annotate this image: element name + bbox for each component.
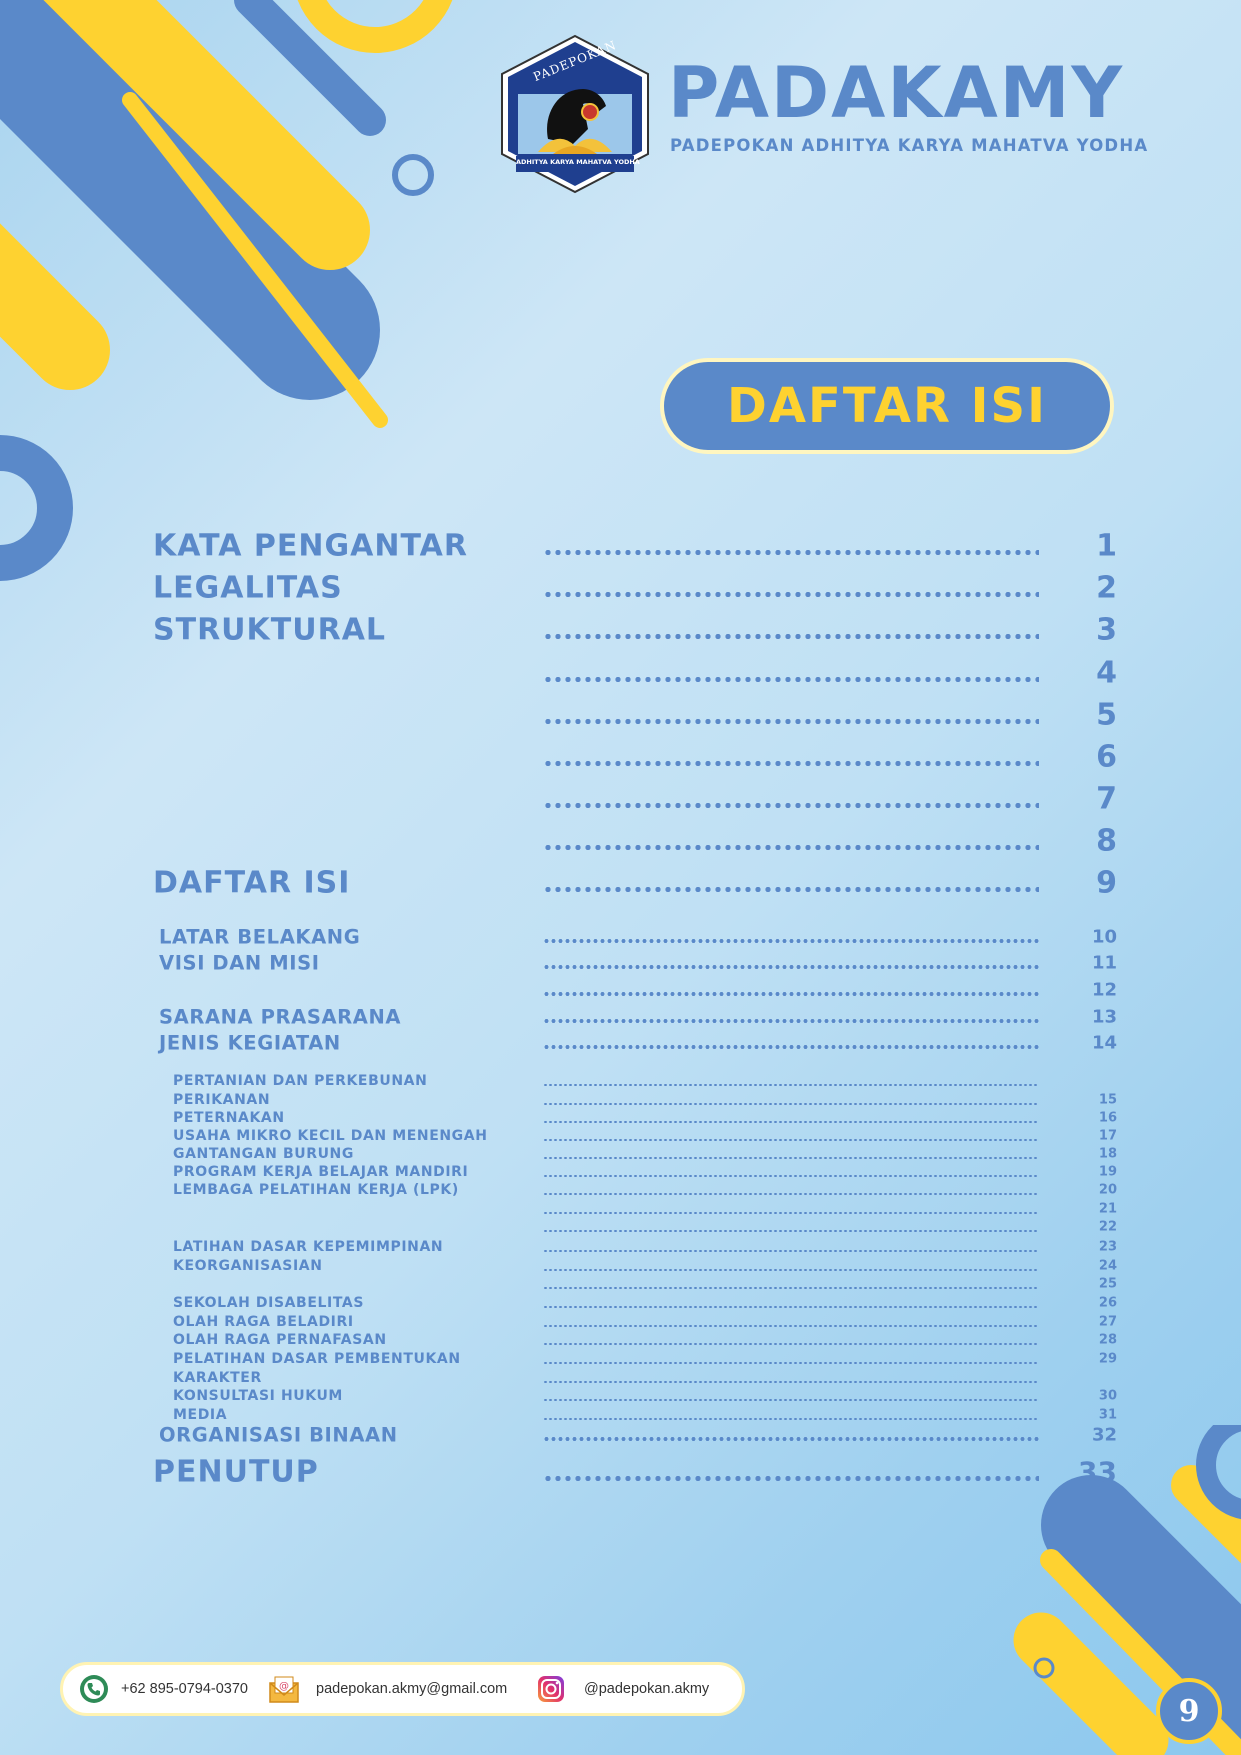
decorative-stripes-top-left bbox=[0, 0, 470, 600]
toc-entry-label: USAHA MIKRO KECIL DAN MENENGAH bbox=[173, 1128, 488, 1144]
brand-subtitle: PADEPOKAN ADHITYA KARYA MAHATVA YODHA bbox=[670, 136, 1149, 155]
toc-dot-leader bbox=[543, 592, 1039, 597]
toc-entry-label: JENIS KEGIATAN bbox=[159, 1031, 341, 1055]
email-address: padepokan.akmy@gmail.com bbox=[316, 1681, 508, 1697]
toc-dot-leader bbox=[543, 803, 1039, 808]
toc-dot-leader bbox=[543, 1103, 1039, 1106]
phone-icon bbox=[79, 1674, 109, 1704]
envelope-icon bbox=[268, 1674, 300, 1704]
toc-entry-page: 4 bbox=[1096, 655, 1117, 691]
toc-dot-leader bbox=[543, 965, 1039, 969]
toc-entry-page: 14 bbox=[1091, 1032, 1117, 1054]
toc-entry-page: 16 bbox=[1098, 1110, 1117, 1126]
svg-text:@: @ bbox=[279, 1681, 289, 1692]
page-title: DAFTAR ISI bbox=[727, 378, 1047, 434]
toc-entry-page: 28 bbox=[1098, 1332, 1117, 1348]
toc-dot-leader bbox=[543, 677, 1039, 682]
toc-dot-leader bbox=[543, 1325, 1039, 1328]
toc-entry-label: PETERNAKAN bbox=[173, 1110, 285, 1126]
toc-entry-page: 10 bbox=[1091, 926, 1117, 948]
toc-entry-label: PERIKANAN bbox=[173, 1092, 271, 1108]
toc-entry-page: 6 bbox=[1096, 739, 1117, 775]
toc-dot-leader bbox=[543, 1230, 1039, 1233]
toc-entry-label: LEMBAGA PELATIHAN KERJA (LPK) bbox=[173, 1182, 459, 1198]
toc-entry-page: 2 bbox=[1096, 570, 1117, 606]
toc-entry-page: 18 bbox=[1098, 1146, 1117, 1162]
toc-entry-label: PELATIHAN DASAR PEMBENTUKAN bbox=[173, 1351, 461, 1367]
toc-entry-label: PENUTUP bbox=[153, 1454, 319, 1490]
page-title-pill bbox=[660, 358, 1114, 454]
toc-dot-leader bbox=[543, 1362, 1039, 1365]
page-number-badge: 9 bbox=[1156, 1678, 1222, 1744]
toc-entry-page: 22 bbox=[1098, 1219, 1117, 1235]
toc-entry-page: 23 bbox=[1098, 1239, 1117, 1255]
toc-entry-label: SEKOLAH DISABELITAS bbox=[173, 1295, 365, 1311]
contact-instagram[interactable] bbox=[536, 1665, 709, 1713]
toc-entry-page: 7 bbox=[1096, 781, 1117, 817]
toc-dot-leader bbox=[543, 761, 1039, 766]
toc-dot-leader bbox=[543, 1269, 1039, 1272]
toc-entry-page: 31 bbox=[1098, 1407, 1117, 1423]
toc-dot-leader bbox=[543, 1418, 1039, 1421]
toc-dot-leader bbox=[543, 1250, 1039, 1253]
contact-phone[interactable] bbox=[79, 1665, 248, 1713]
phone-number: +62 895-0794-0370 bbox=[121, 1681, 248, 1697]
toc-entry-page: 24 bbox=[1098, 1258, 1117, 1274]
instagram-handle: @padepokan.akmy bbox=[584, 1681, 710, 1697]
toc-dot-leader bbox=[543, 1121, 1039, 1124]
toc-entry-page: 11 bbox=[1091, 952, 1117, 974]
toc-dot-leader bbox=[543, 1287, 1039, 1290]
logo-top-text: PADEPOKAN bbox=[531, 37, 619, 85]
toc-entry-page: 19 bbox=[1098, 1164, 1117, 1180]
toc-dot-leader bbox=[543, 1193, 1039, 1196]
padepokan-logo bbox=[498, 34, 652, 194]
toc-entry-page: 26 bbox=[1098, 1295, 1117, 1311]
toc-dot-leader bbox=[543, 550, 1039, 555]
toc-entry-label: PERTANIAN DAN PERKEBUNAN bbox=[173, 1073, 428, 1089]
toc-entry-label: KARAKTER bbox=[173, 1370, 262, 1386]
toc-entry-label: GANTANGAN BURUNG bbox=[173, 1146, 354, 1162]
toc-entry-page: 32 bbox=[1091, 1424, 1117, 1446]
toc-entry-page: 21 bbox=[1098, 1201, 1117, 1217]
toc-dot-leader bbox=[543, 1045, 1039, 1049]
toc-dot-leader bbox=[543, 1212, 1039, 1215]
toc-dot-leader bbox=[543, 1175, 1039, 1178]
toc-entry-label: SARANA PRASARANA bbox=[159, 1005, 402, 1029]
toc-entry-page: 15 bbox=[1098, 1092, 1117, 1108]
toc-dot-leader bbox=[543, 845, 1039, 850]
toc-entry-page: 17 bbox=[1098, 1128, 1117, 1144]
toc-dot-leader bbox=[543, 719, 1039, 724]
toc-entry-label: OLAH RAGA BELADIRI bbox=[173, 1314, 354, 1330]
toc-entry-page: 8 bbox=[1096, 823, 1117, 859]
instagram-icon bbox=[536, 1674, 566, 1704]
toc-entry-page: 12 bbox=[1091, 979, 1117, 1001]
toc-entry-label: STRUKTURAL bbox=[153, 612, 387, 648]
toc-entry-label: MEDIA bbox=[173, 1407, 228, 1423]
toc-entry-page: 13 bbox=[1091, 1006, 1117, 1028]
toc-entry-label: VISI DAN MISI bbox=[159, 951, 320, 975]
toc-entry-label: PROGRAM KERJA BELAJAR MANDIRI bbox=[173, 1164, 469, 1180]
toc-dot-leader bbox=[543, 1381, 1039, 1384]
toc-dot-leader bbox=[543, 1343, 1039, 1346]
toc-entry-label: KONSULTASI HUKUM bbox=[173, 1388, 343, 1404]
toc-entry-label: LEGALITAS bbox=[153, 570, 343, 606]
toc-dot-leader bbox=[543, 1437, 1039, 1441]
toc-dot-leader bbox=[543, 1157, 1039, 1160]
toc-entry-label: KEORGANISASIAN bbox=[173, 1258, 323, 1274]
toc-entry-label: OLAH RAGA PERNAFASAN bbox=[173, 1332, 387, 1348]
toc-entry-page: 30 bbox=[1098, 1388, 1117, 1404]
toc-dot-leader bbox=[543, 1476, 1039, 1481]
contact-email[interactable] bbox=[268, 1665, 507, 1713]
toc-dot-leader bbox=[543, 1306, 1039, 1309]
toc-dot-leader bbox=[543, 1139, 1039, 1142]
brand-title: PADAKAMY bbox=[668, 52, 1125, 134]
toc-dot-leader bbox=[543, 1084, 1039, 1087]
toc-entry-page: 29 bbox=[1098, 1351, 1117, 1367]
toc-dot-leader bbox=[543, 634, 1039, 639]
toc-entry-page: 5 bbox=[1096, 697, 1117, 733]
toc-entry-page: 25 bbox=[1098, 1276, 1117, 1292]
toc-dot-leader bbox=[543, 1019, 1039, 1023]
contact-bar bbox=[60, 1662, 745, 1716]
toc-entry-label: ORGANISASI BINAAN bbox=[159, 1423, 398, 1447]
toc-entry-page: 20 bbox=[1098, 1182, 1117, 1198]
toc-entry-page: 1 bbox=[1096, 528, 1117, 564]
toc-entry-label: DAFTAR ISI bbox=[153, 865, 351, 901]
toc-dot-leader bbox=[543, 1399, 1039, 1402]
toc-entry-page: 9 bbox=[1096, 865, 1117, 901]
toc-dot-leader bbox=[543, 939, 1039, 943]
toc-dot-leader bbox=[543, 887, 1039, 892]
toc-entry-label: LATIHAN DASAR KEPEMIMPINAN bbox=[173, 1239, 444, 1255]
logo-bottom-text: ADHITYA KARYA MAHATVA YODHA bbox=[516, 158, 640, 166]
toc-entry-page: 3 bbox=[1096, 612, 1117, 648]
toc-entry-label: KATA PENGANTAR bbox=[153, 528, 468, 564]
toc-entry-page: 33 bbox=[1078, 1455, 1117, 1489]
toc-entry-label: LATAR BELAKANG bbox=[159, 925, 361, 949]
toc-entry-page: 27 bbox=[1098, 1314, 1117, 1330]
toc-dot-leader bbox=[543, 992, 1039, 996]
